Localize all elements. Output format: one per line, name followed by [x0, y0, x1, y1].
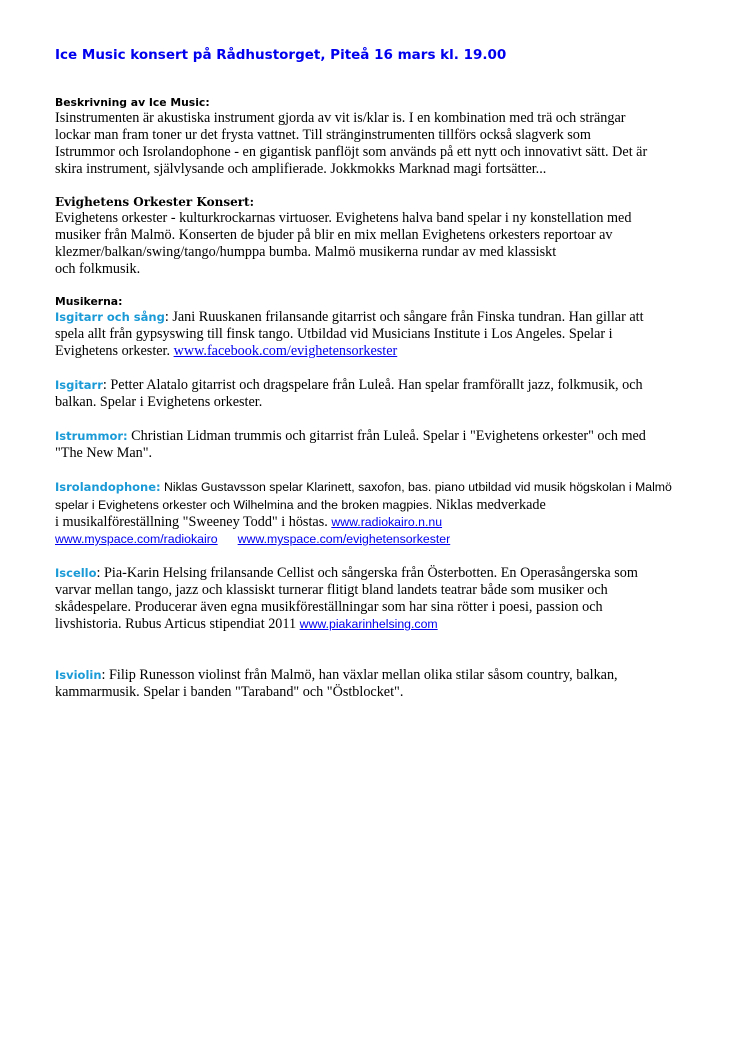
- orchestra-body: [55, 210, 695, 278]
- musician-text: balkan. Spelar i Evighetens orkester.: [55, 394, 263, 410]
- description-section: [55, 95, 695, 178]
- musician-entry-isviolin: [55, 667, 695, 701]
- description-heading: Beskrivning av Ice Music:: [55, 96, 210, 109]
- musician-entry-isgitarr: [55, 377, 695, 411]
- description-line: skira instrument, självlysande och amplifierade. Jokkmokks Marknad magi fortsätter...: [55, 161, 547, 177]
- musician-entry-isgitarr-sang: [55, 309, 695, 360]
- instrument-label: Isgitarr: [55, 378, 103, 392]
- document-page: [55, 45, 695, 701]
- description-line: Isinstrumenten är akustiska instrument gjorda av vit is/klar is. I en kombination med trä och strängar: [55, 110, 626, 126]
- orchestra-line: klezmer/balkan/swing/tango/humppa bumba. Malmö musikerna rundar av med klassiskt: [55, 244, 557, 260]
- musician-text: "The New Man".: [55, 445, 153, 461]
- page-title: Ice Music konsert på Rådhustorget, Piteå 16 mars kl. 19.00: [55, 47, 507, 63]
- musician-text: spelar i Evighetens orkester och Wilhelmina and the broken magpies.: [55, 498, 433, 512]
- description-line: lockar man fram toner ur det frysta vattnet. Till stränginstrumenten tillförs också slagverk som: [55, 127, 591, 143]
- musician-text: : Pia-Karin Helsing frilansande Cellist och sångerska från Österbotten. En Operasångerska som: [96, 565, 638, 581]
- radiokairo-link[interactable]: www.radiokairo.n.nu: [331, 515, 443, 529]
- myspace-evighetensorkester-link[interactable]: www.myspace.com/evighetensorkester: [237, 532, 451, 546]
- piakarinhelsing-link[interactable]: www.piakarinhelsing.com: [299, 617, 438, 631]
- orchestra-heading: Evighetens Orkester Konsert:: [55, 195, 255, 209]
- description-line: Istrummor och Isrolandophone - en gigantisk panflöjt som används på ett nytt och innovativt sätt. Det är: [55, 144, 648, 160]
- musician-entry-istrummor: [55, 428, 695, 462]
- musician-text: skådespelare. Producerar även egna musikföreställningar som har sina rötter i poesi, passion och: [55, 599, 603, 615]
- instrument-label: Isrolandophone:: [55, 480, 161, 494]
- musician-text: spela allt från gypsyswing till finsk tango. Utbildad vid Musicians Institute i Los Angeles. Spelar i: [55, 326, 613, 342]
- musician-text: Evighetens orkester.: [55, 343, 174, 359]
- musicians-section: [55, 294, 695, 701]
- orchestra-section: [55, 194, 695, 278]
- orchestra-line: musiker från Malmö. Konserten de bjuder på blir en mix mellan Evighetens orkesters reportoar av: [55, 227, 613, 243]
- musician-text: livshistoria. Rubus Articus stipendiat 2011: [55, 616, 300, 632]
- musician-entry-isrolandophone: [55, 479, 695, 548]
- myspace-radiokairo-link[interactable]: www.myspace.com/radiokairo: [55, 532, 218, 546]
- musician-text: i musikalföreställning "Sweeney Todd" i höstas.: [55, 514, 332, 530]
- facebook-link[interactable]: www.facebook.com/evighetensorkester: [173, 343, 398, 359]
- orchestra-line: och folkmusik.: [55, 261, 141, 277]
- description-body: [55, 110, 695, 178]
- instrument-label: Iscello: [55, 566, 97, 580]
- musician-text: kammarmusik. Spelar i banden "Taraband" och "Östblocket".: [55, 684, 404, 700]
- musician-text: : Jani Ruuskanen frilansande gitarrist och sångare från Finska tundran. Han gillar att: [164, 309, 644, 325]
- musicians-heading: Musikerna:: [55, 295, 123, 308]
- orchestra-line: Evighetens orkester - kulturkrockarnas virtuoser. Evighetens halva band spelar i ny konstellation med: [55, 210, 632, 226]
- instrument-label: Istrummor:: [55, 429, 128, 443]
- musician-text: : Petter Alatalo gitarrist och dragspelare från Luleå. Han spelar framförallt jazz, folkmusik, och: [102, 377, 643, 393]
- musician-text: Niklas Gustavsson spelar Klarinett, saxofon, bas. piano utbildad vid musik högskolan i Malmö: [160, 480, 672, 494]
- musician-text: Niklas medverkade: [432, 497, 546, 513]
- instrument-label: Isgitarr och sång: [55, 310, 165, 324]
- musician-text: varvar mellan tango, jazz och klassiskt turnerar flitigt bland landets teatrar både som musiker och: [55, 582, 608, 598]
- musician-text: : Filip Runesson violinst från Malmö, han växlar mellan olika stilar såsom country, balkan,: [101, 667, 618, 683]
- musician-entry-iscello: [55, 565, 695, 633]
- musician-text: Christian Lidman trummis och gitarrist från Luleå. Spelar i "Evighetens orkester" och med: [127, 428, 646, 444]
- instrument-label: Isviolin: [55, 668, 102, 682]
